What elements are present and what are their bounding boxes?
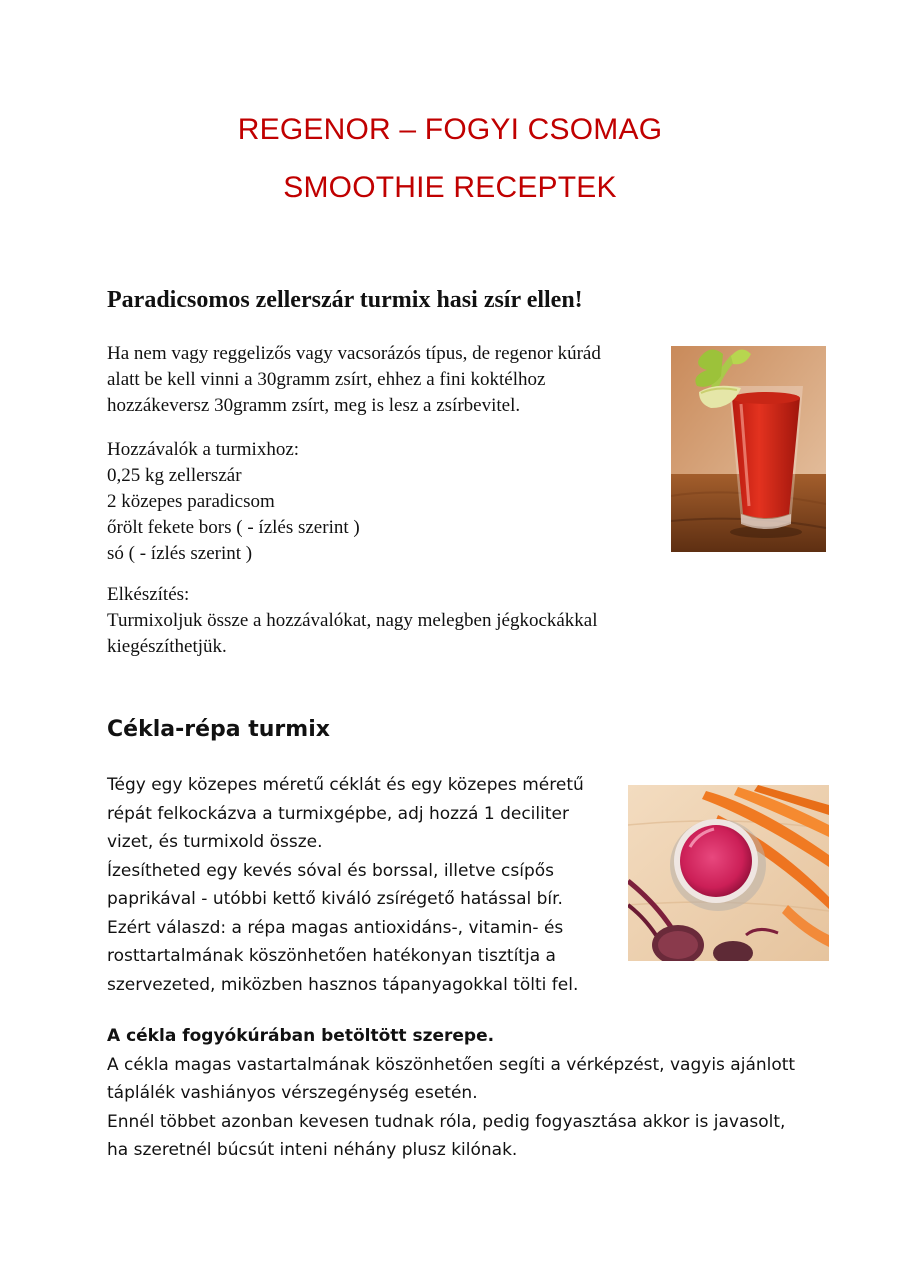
recipe1-ingredients [107,437,667,567]
beet-carrot-juice-photo [628,785,829,961]
desc-line: Tégy egy közepes méretű céklát és egy közepes méretű [107,775,584,795]
desc-line: vizet, és turmixold össze. [107,832,323,852]
desc-line: Ezért válaszd: a répa magas antioxidáns-, vitamin- és [107,917,564,938]
recipe2-description [107,771,584,999]
recipe1-intro [107,341,667,419]
ingredient-item: só ( - ízlés szerint ) [107,543,253,564]
role-line: A cékla magas vastartalmának köszönhetően segíti a vérképzést, vagyis ajánlott [107,1054,796,1075]
ingredient-item: 0,25 kg zellerszár [107,465,242,486]
ingredients-label: Hozzávalók a turmixhoz: [107,439,300,460]
role-line: táplálék vashiányos vérszegénység esetén. [107,1083,478,1103]
intro-line: hozzákeversz 30gramm zsírt, meg is lesz a zsírbevitel. [107,395,521,416]
recipe2-heading: Cékla-répa turmix [107,717,330,742]
tomato-celery-juice-photo [671,346,826,552]
ingredient-item: őrölt fekete bors ( - ízlés szerint ) [107,517,360,538]
page-title-line2: SMOOTHIE RECEPTEK [283,171,617,204]
recipe2-role-section [107,1022,795,1165]
prep-line: Turmixoljuk össze a hozzávalókat, nagy melegben jégkockákkal [107,610,598,631]
desc-line: répát felkockázva a turmixgépbe, adj hozzá 1 deciliter [107,803,569,824]
prep-label: Elkészítés: [107,584,190,605]
recipe1-heading: Paradicsomos zellerszár turmix hasi zsír ellen! [107,287,583,313]
page-title-line1: REGENOR – FOGYI CSOMAG [237,113,663,146]
role-line: ha szeretnél búcsút inteni néhány plusz kilónak. [107,1140,518,1160]
role-heading: A cékla fogyókúrában betöltött szerepe. [107,1026,495,1046]
prep-line: kiegészíthetjük. [107,636,227,657]
role-line: Ennél többet azonban kevesen tudnak róla, pedig fogyasztása akkor is javasolt, [107,1111,786,1132]
desc-line: Ízesítheted egy kevés sóval és borssal, illetve csípős [107,860,555,881]
desc-line: paprikával - utóbbi kettő kiváló zsírégető hatással bír. [107,889,563,909]
intro-line: alatt be kell vinni a 30gramm zsírt, ehhez a fini koktélhoz [107,369,546,390]
intro-line: Ha nem vagy reggelizős vagy vacsorázós típus, de regenor kúrád [107,343,601,364]
recipe1-preparation [107,582,667,660]
desc-line: rosttartalmának köszönhetően hatékonyan tisztítja a [107,946,556,966]
ingredient-item: 2 közepes paradicsom [107,491,275,512]
desc-line: szervezeted, miközben hasznos tápanyagokkal tölti fel. [107,974,579,995]
